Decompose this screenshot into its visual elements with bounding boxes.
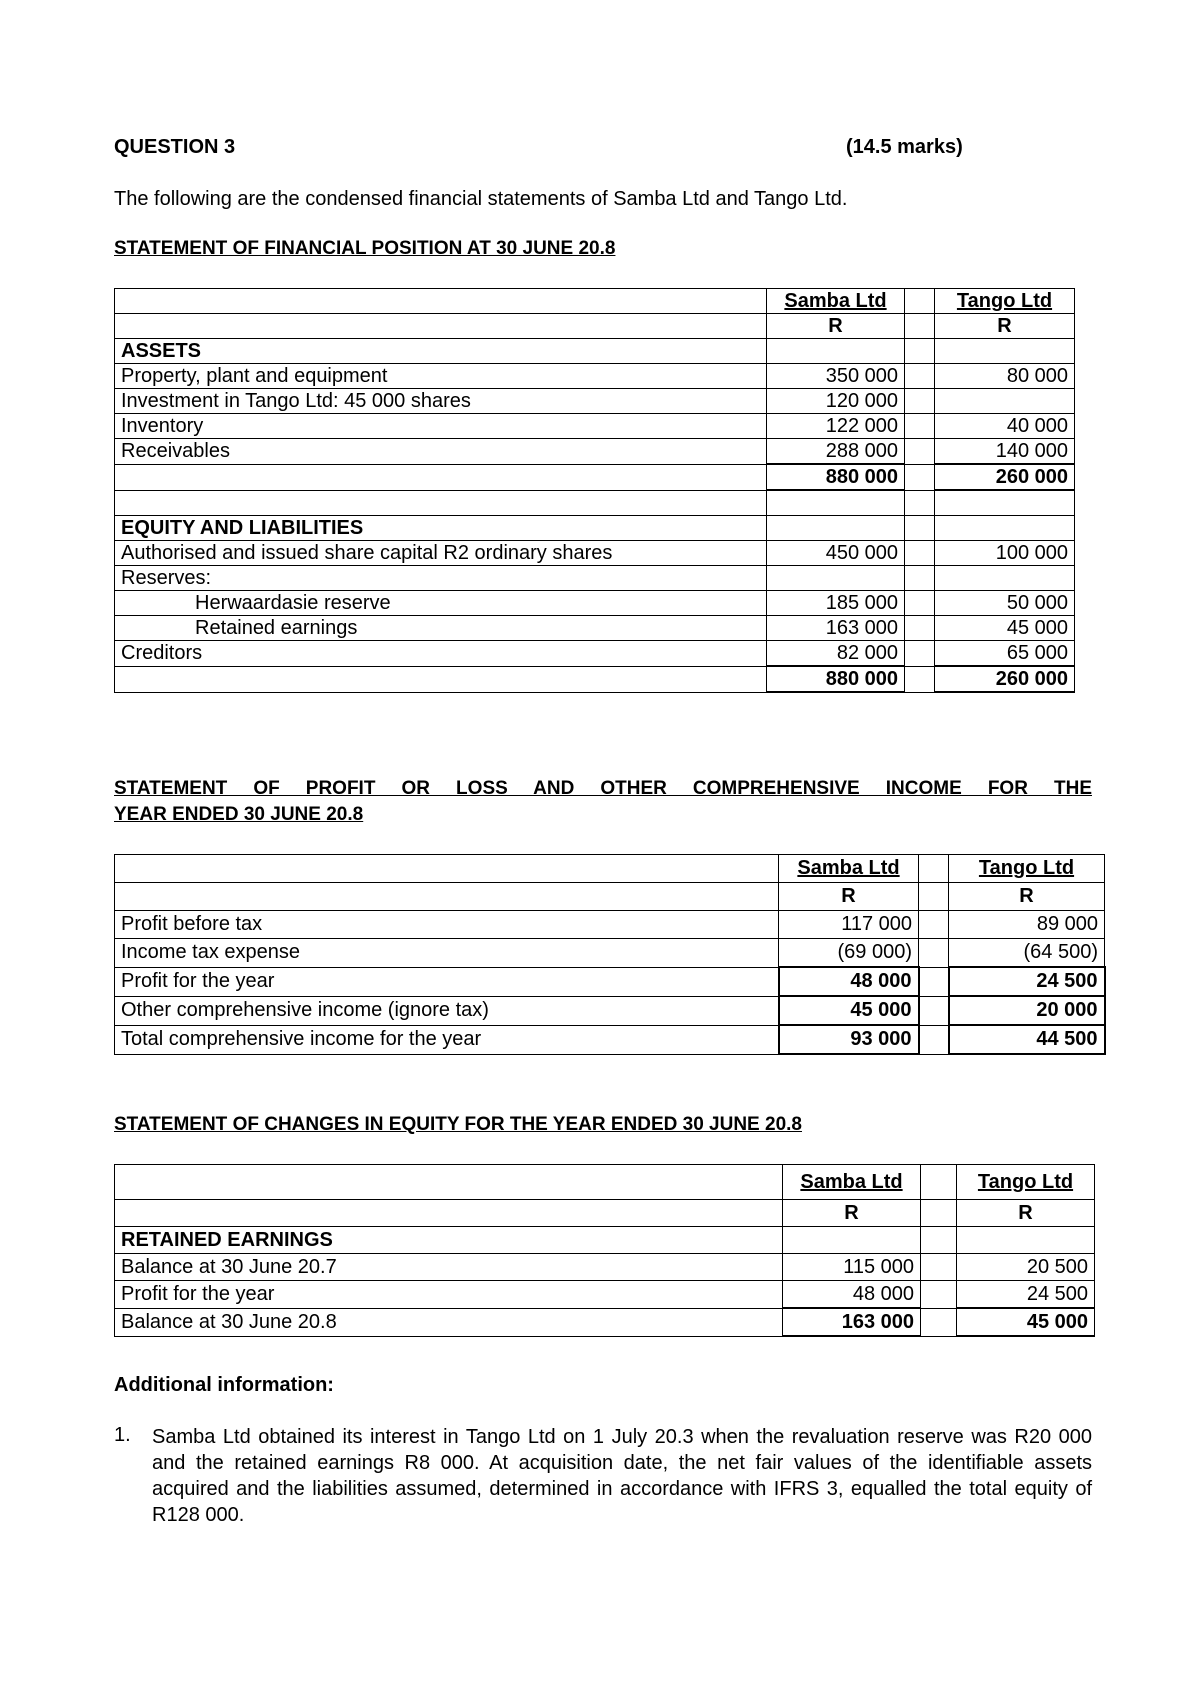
col-header-tango: Tango Ltd <box>935 289 1075 314</box>
value-tango: 20 000 <box>949 996 1105 1025</box>
total-samba: 880 000 <box>767 464 905 490</box>
table-row <box>115 666 1075 692</box>
col-header-tango: Tango Ltd <box>957 1165 1095 1200</box>
additional-heading: Additional information: <box>114 1374 334 1396</box>
table-row <box>115 566 1075 591</box>
row-label: Authorised and issued share capital R2 ordinary shares <box>115 541 767 566</box>
value-tango: (64 500) <box>949 939 1105 968</box>
row-label: Retained earnings <box>115 616 767 641</box>
table-row <box>115 911 1105 939</box>
section-label: EQUITY AND LIABILITIES <box>115 516 767 541</box>
row-label: Investment in Tango Ltd: 45 000 shares <box>115 389 767 414</box>
value-tango: 45 000 <box>935 616 1075 641</box>
row-label: Receivables <box>115 439 767 465</box>
value-tango: 44 500 <box>949 1025 1105 1054</box>
list-item-text: Samba Ltd obtained its interest in Tango Ltd on 1 July 20.3 when the revaluation reserve was R20 000 and the retained earnings R8 000. At acquisition date, the net fair values of the identifiable assets acquired and the liabilities assumed, determined in accordance with IFRS 3, equalled the total equity of R128 000. <box>152 1426 1092 1526</box>
value-tango: 24 500 <box>957 1281 1095 1309</box>
table-row <box>115 541 1075 566</box>
value-tango: 45 000 <box>957 1308 1095 1336</box>
table-row <box>115 364 1075 389</box>
currency-tango: R <box>935 314 1075 339</box>
row-label: Other comprehensive income (ignore tax) <box>115 996 779 1025</box>
list-item-number: 1. <box>114 1424 131 1446</box>
table-row <box>115 439 1075 465</box>
row-label: Reserves: <box>115 566 767 591</box>
col-header-samba: Samba Ltd <box>783 1165 921 1200</box>
table-row <box>115 1281 1095 1309</box>
table-row <box>115 883 1105 911</box>
total-samba: 880 000 <box>767 666 905 692</box>
table-row <box>115 490 1075 516</box>
value-tango: 65 000 <box>935 641 1075 667</box>
row-label: Property, plant and equipment <box>115 364 767 389</box>
value-samba: 450 000 <box>767 541 905 566</box>
total-tango: 260 000 <box>935 464 1075 490</box>
currency-tango: R <box>949 883 1105 911</box>
value-samba: 93 000 <box>779 1025 919 1054</box>
value-samba: 185 000 <box>767 591 905 616</box>
row-label: Inventory <box>115 414 767 439</box>
table-row <box>115 616 1075 641</box>
section-label: ASSETS <box>115 339 767 364</box>
row-label: Profit for the year <box>115 1281 783 1309</box>
value-tango: 50 000 <box>935 591 1075 616</box>
table-row <box>115 314 1075 339</box>
table-row <box>115 339 1075 364</box>
value-tango <box>935 389 1075 414</box>
soce-heading: STATEMENT OF CHANGES IN EQUITY FOR THE YEAR ENDED 30 JUNE 20.8 <box>114 1114 802 1135</box>
table-row <box>115 289 1075 314</box>
value-tango: 89 000 <box>949 911 1105 939</box>
currency-tango: R <box>957 1200 1095 1227</box>
sopl-heading-line2: YEAR ENDED 30 JUNE 20.8 <box>114 804 364 825</box>
value-samba: 120 000 <box>767 389 905 414</box>
section-label: RETAINED EARNINGS <box>115 1227 783 1254</box>
sopl-heading-line1: STATEMENT OF PROFIT OR LOSS AND OTHER COMPREHENSIVE INCOME FOR THE <box>114 778 1092 799</box>
row-label: Profit before tax <box>115 911 779 939</box>
question-title: QUESTION 3 <box>114 136 236 158</box>
table-row <box>115 939 1105 968</box>
value-samba: 117 000 <box>779 911 919 939</box>
row-label: Balance at 30 June 20.8 <box>115 1308 783 1336</box>
value-tango: 80 000 <box>935 364 1075 389</box>
table-row <box>115 414 1075 439</box>
value-samba: 48 000 <box>783 1281 921 1309</box>
question-intro: The following are the condensed financial statements of Samba Ltd and Tango Ltd. <box>114 188 848 210</box>
value-tango: 140 000 <box>935 439 1075 465</box>
currency-samba: R <box>783 1200 921 1227</box>
value-samba: 115 000 <box>783 1254 921 1281</box>
value-tango: 40 000 <box>935 414 1075 439</box>
table-row <box>115 967 1105 996</box>
value-samba: (69 000) <box>779 939 919 968</box>
col-header-samba: Samba Ltd <box>779 855 919 883</box>
sopl-table <box>114 854 1106 1055</box>
row-label: Income tax expense <box>115 939 779 968</box>
currency-samba: R <box>779 883 919 911</box>
value-samba: 163 000 <box>767 616 905 641</box>
value-samba: 288 000 <box>767 439 905 465</box>
table-row <box>115 1165 1095 1200</box>
col-header-tango: Tango Ltd <box>949 855 1105 883</box>
value-samba: 350 000 <box>767 364 905 389</box>
table-row <box>115 464 1075 490</box>
value-samba: 163 000 <box>783 1308 921 1336</box>
table-row <box>115 1254 1095 1281</box>
table-row <box>115 855 1105 883</box>
table-row <box>115 996 1105 1025</box>
value-tango: 20 500 <box>957 1254 1095 1281</box>
value-samba: 82 000 <box>767 641 905 667</box>
value-tango: 100 000 <box>935 541 1075 566</box>
sofp-table <box>114 288 1075 693</box>
value-tango: 24 500 <box>949 967 1105 996</box>
currency-samba: R <box>767 314 905 339</box>
value-samba: 48 000 <box>779 967 919 996</box>
row-label: Herwaardasie reserve <box>115 591 767 616</box>
table-row <box>115 516 1075 541</box>
table-row <box>115 641 1075 667</box>
col-header-samba: Samba Ltd <box>767 289 905 314</box>
value-samba: 45 000 <box>779 996 919 1025</box>
table-row <box>115 1227 1095 1254</box>
table-row <box>115 1200 1095 1227</box>
table-row <box>115 1025 1105 1054</box>
row-label: Profit for the year <box>115 967 779 996</box>
value-samba: 122 000 <box>767 414 905 439</box>
table-row <box>115 591 1075 616</box>
soce-table <box>114 1164 1095 1337</box>
row-label: Balance at 30 June 20.7 <box>115 1254 783 1281</box>
row-label: Total comprehensive income for the year <box>115 1025 779 1054</box>
table-row <box>115 1308 1095 1336</box>
sofp-heading: STATEMENT OF FINANCIAL POSITION AT 30 JUNE 20.8 <box>114 238 616 259</box>
question-marks: (14.5 marks) <box>846 136 963 158</box>
table-row <box>115 389 1075 414</box>
total-tango: 260 000 <box>935 666 1075 692</box>
row-label: Creditors <box>115 641 767 667</box>
